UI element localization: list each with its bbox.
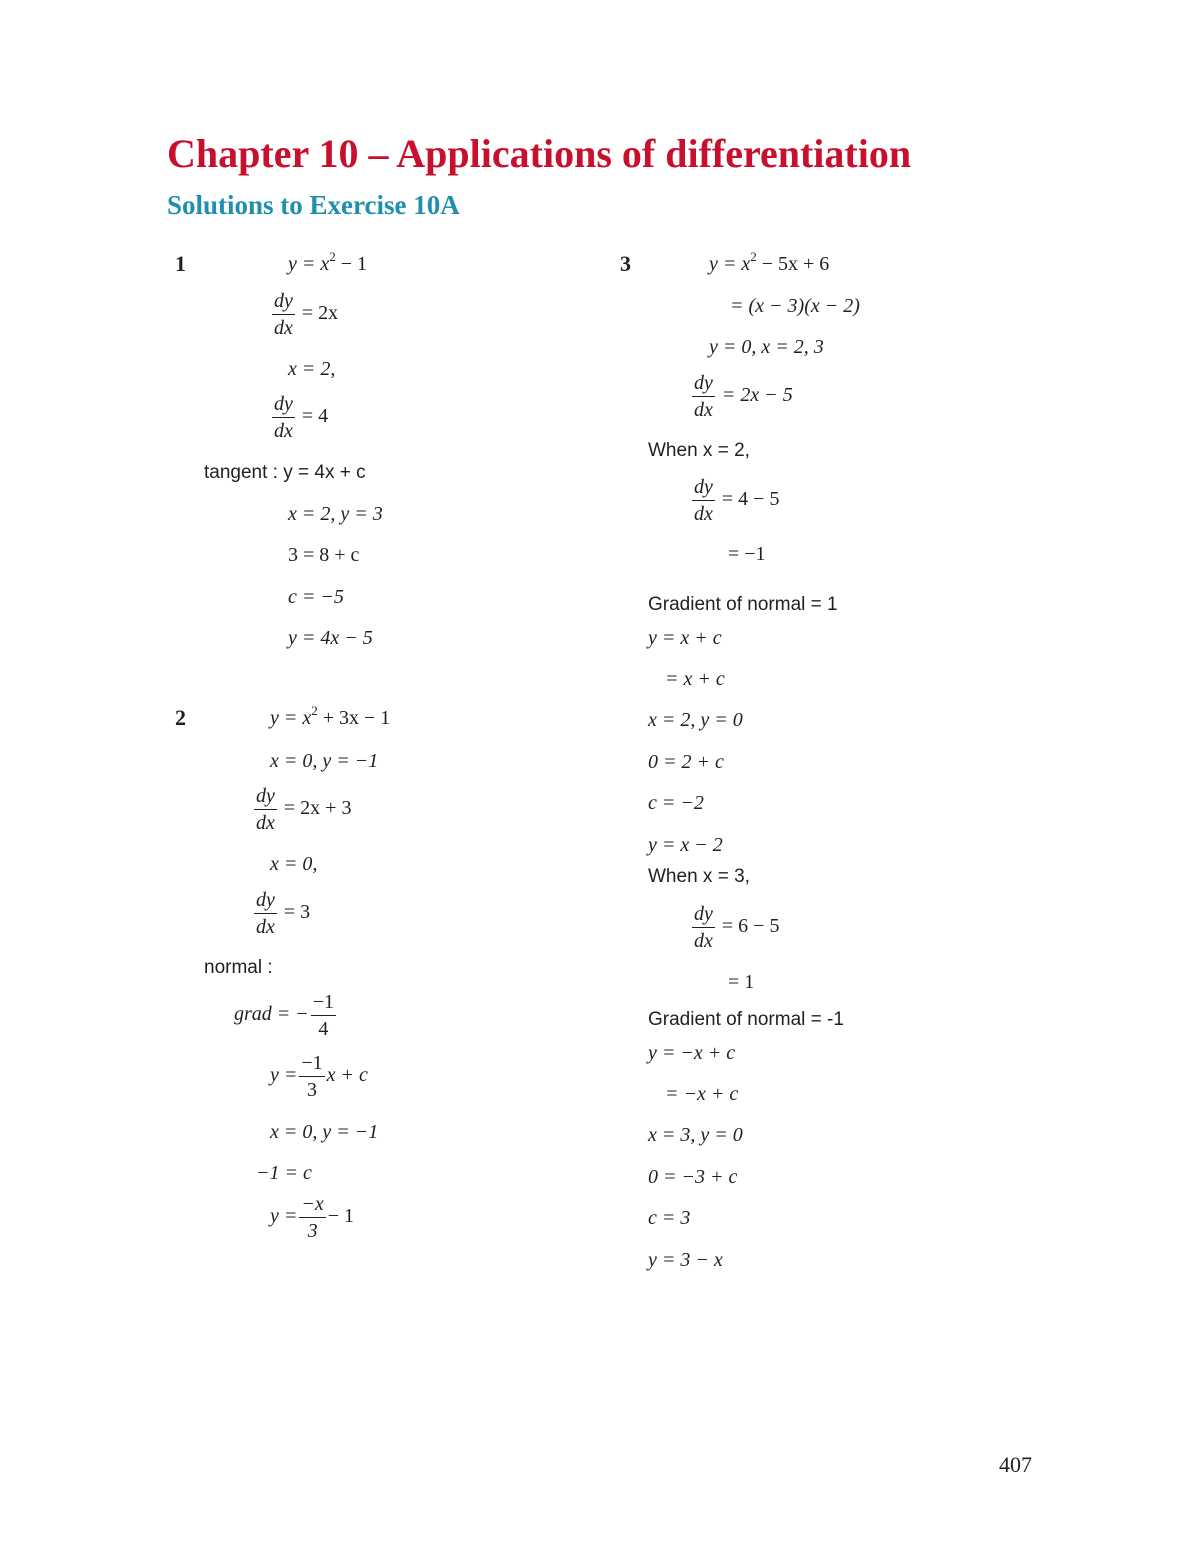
- q2-line-1: $y = x^2 + 3x - 1$: [270, 703, 391, 729]
- q3-line-5: When x = 2,: [648, 440, 750, 461]
- q3-line-7: = −1: [728, 543, 766, 565]
- q3-line-21: x = 3, y = 0: [648, 1124, 743, 1146]
- q3-line-8: Gradient of normal = 1: [648, 594, 838, 615]
- q3-line-23: c = 3: [648, 1207, 691, 1229]
- question-3-number: 3: [620, 251, 631, 276]
- q2-derivative-2: $\frac{dy}{dx}$ = 3: [256, 889, 311, 938]
- q3-line-12: 0 = 2 + c: [648, 751, 724, 773]
- q1-line-9: y = 4x − 5: [288, 627, 373, 649]
- section-title: Solutions to Exercise 10A: [167, 190, 460, 220]
- q1-tangent: tangent : y = 4x + c: [204, 462, 366, 483]
- q3-line-14: y = x − 2: [648, 834, 723, 856]
- dydx-fraction: $\frac{dy}{dx}$: [274, 393, 293, 442]
- q2-line-4: x = 0,: [270, 853, 318, 875]
- chapter-title: Chapter 10 – Applications of differentiation: [167, 131, 912, 176]
- q3-derivative-1: $\frac{dy}{dx}$ = 2x − 5: [694, 372, 793, 421]
- q3-line-24: y = 3 − x: [648, 1249, 723, 1271]
- q3-line-18: Gradient of normal = -1: [648, 1009, 844, 1030]
- q2-gradient: grad = − $\frac{-1}{4}$: [234, 991, 335, 1040]
- q2-normal-label: normal :: [204, 957, 273, 978]
- q1-line-1: $y = x^2 - 1$: [288, 249, 368, 275]
- q3-line-1: $y = x^2 - 5x + 6$: [709, 249, 830, 275]
- question-2-number: 2: [175, 705, 186, 730]
- q2-line-2: x = 0, y = −1: [270, 750, 379, 772]
- q1-line-6: x = 2, y = 3: [288, 503, 383, 525]
- q1-line-3: x = 2,: [288, 358, 336, 380]
- q2-line-9: x = 0, y = −1: [270, 1121, 379, 1143]
- q3-line-19: y = −x + c: [648, 1042, 736, 1064]
- q1-line-7: 3 = 8 + c: [288, 544, 360, 566]
- q3-line-20: = −x + c: [665, 1083, 739, 1105]
- q1-line-8: c = −5: [288, 586, 344, 608]
- q3-derivative-3: $\frac{dy}{dx}$ = 6 − 5: [694, 903, 780, 952]
- dydx-fraction: $\frac{dy}{dx}$: [274, 290, 293, 339]
- dydx-fraction: $\frac{dy}{dx}$: [256, 785, 275, 834]
- dydx-fraction: $\frac{dy}{dx}$: [694, 476, 713, 525]
- q3-line-3: y = 0, x = 2, 3: [709, 336, 824, 358]
- q2-line-11: y = $\frac{-x}{3}$ − 1: [270, 1193, 355, 1242]
- q3-line-13: c = −2: [648, 792, 704, 814]
- q3-line-17: = 1: [728, 971, 755, 993]
- dydx-fraction: $\frac{dy}{dx}$: [694, 372, 713, 421]
- q3-derivative-2: $\frac{dy}{dx}$ = 4 − 5: [694, 476, 780, 525]
- page-number: 407: [999, 1452, 1032, 1477]
- q3-line-10: = x + c: [665, 668, 725, 690]
- q3-line-22: 0 = −3 + c: [648, 1166, 738, 1188]
- q1-derivative-1: $\frac{dy}{dx}$ = 2x: [274, 290, 339, 339]
- q2-line-8: y = $\frac{-1}{3}$ x + c: [270, 1052, 368, 1101]
- dydx-fraction: $\frac{dy}{dx}$: [256, 889, 275, 938]
- q1-derivative-2: $\frac{dy}{dx}$ = 4: [274, 393, 329, 442]
- q2-derivative-1: $\frac{dy}{dx}$ = 2x + 3: [256, 785, 352, 834]
- q2-line-10: −1 = c: [256, 1162, 312, 1184]
- q3-line-9: y = x + c: [648, 627, 722, 649]
- q3-line-11: x = 2, y = 0: [648, 709, 743, 731]
- question-1-number: 1: [175, 251, 186, 276]
- q3-line-2: = (x − 3)(x − 2): [730, 295, 860, 317]
- dydx-fraction: $\frac{dy}{dx}$: [694, 903, 713, 952]
- q3-line-15: When x = 3,: [648, 866, 750, 887]
